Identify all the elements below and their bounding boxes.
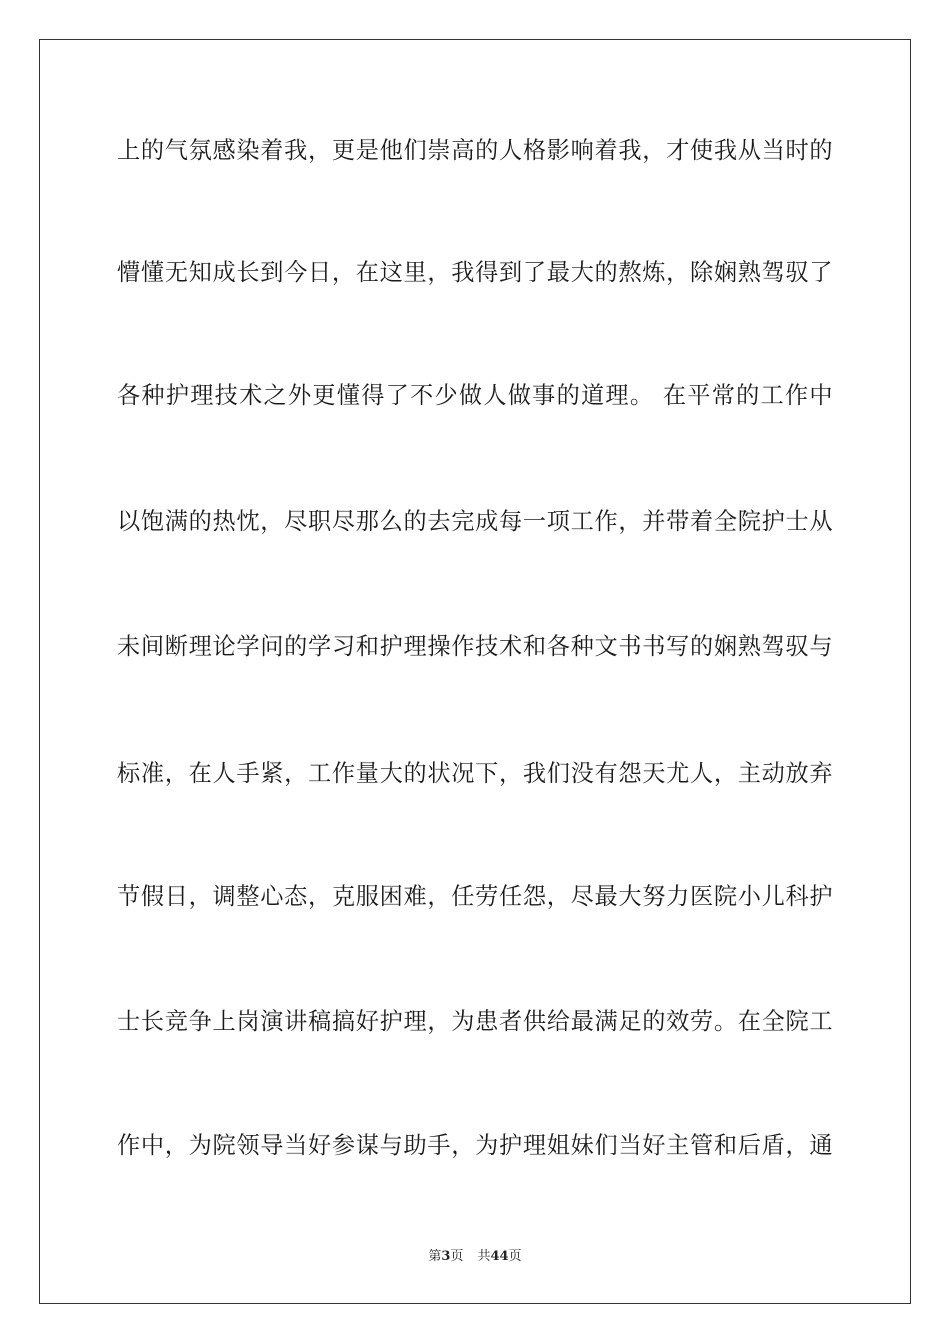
page-border xyxy=(39,39,911,1304)
text-line-6: 标准，在人手紧，工作量大的状况下，我们没有怨天尤人，主动放弃 xyxy=(117,760,833,787)
page-footer xyxy=(0,1247,950,1267)
total-pages: 44 xyxy=(490,1249,509,1264)
text-line-2: 懵懂无知成长到今日，在这里，我得到了最大的熬炼，除娴熟驾驭了 xyxy=(117,259,833,286)
text-line-7: 节假日，调整心态，克服困难，任劳任怨，尽最大努力医院小儿科护 xyxy=(117,883,833,910)
total-prefix: 共 xyxy=(477,1249,491,1264)
text-line-9: 作中，为院领导当好参谋与助手，为护理姐妹们当好主管和后盾，通 xyxy=(117,1132,833,1159)
text-line-5: 未间断理论学问的学习和护理操作技术和各种文书书写的娴熟驾驭与 xyxy=(117,633,833,660)
text-line-1: 上的气氛感染着我，更是他们崇高的人格影响着我，才使我从当时的 xyxy=(117,137,833,164)
text-line-8: 士长竞争上岗演讲稿搞好护理，为患者供给最满足的效劳。在全院工 xyxy=(117,1008,833,1035)
page-prefix: 第 xyxy=(428,1249,442,1264)
total-suffix: 页 xyxy=(508,1249,522,1264)
text-line-4: 以饱满的热忱，尽职尽那么的去完成每一项工作，并带着全院护士从 xyxy=(117,508,833,535)
text-line-3: 各种护理技术之外更懂得了不少做人做事的道理。 在平常的工作中 xyxy=(117,382,833,409)
page-suffix: 页 xyxy=(450,1249,464,1264)
page-number: 3 xyxy=(441,1249,451,1264)
